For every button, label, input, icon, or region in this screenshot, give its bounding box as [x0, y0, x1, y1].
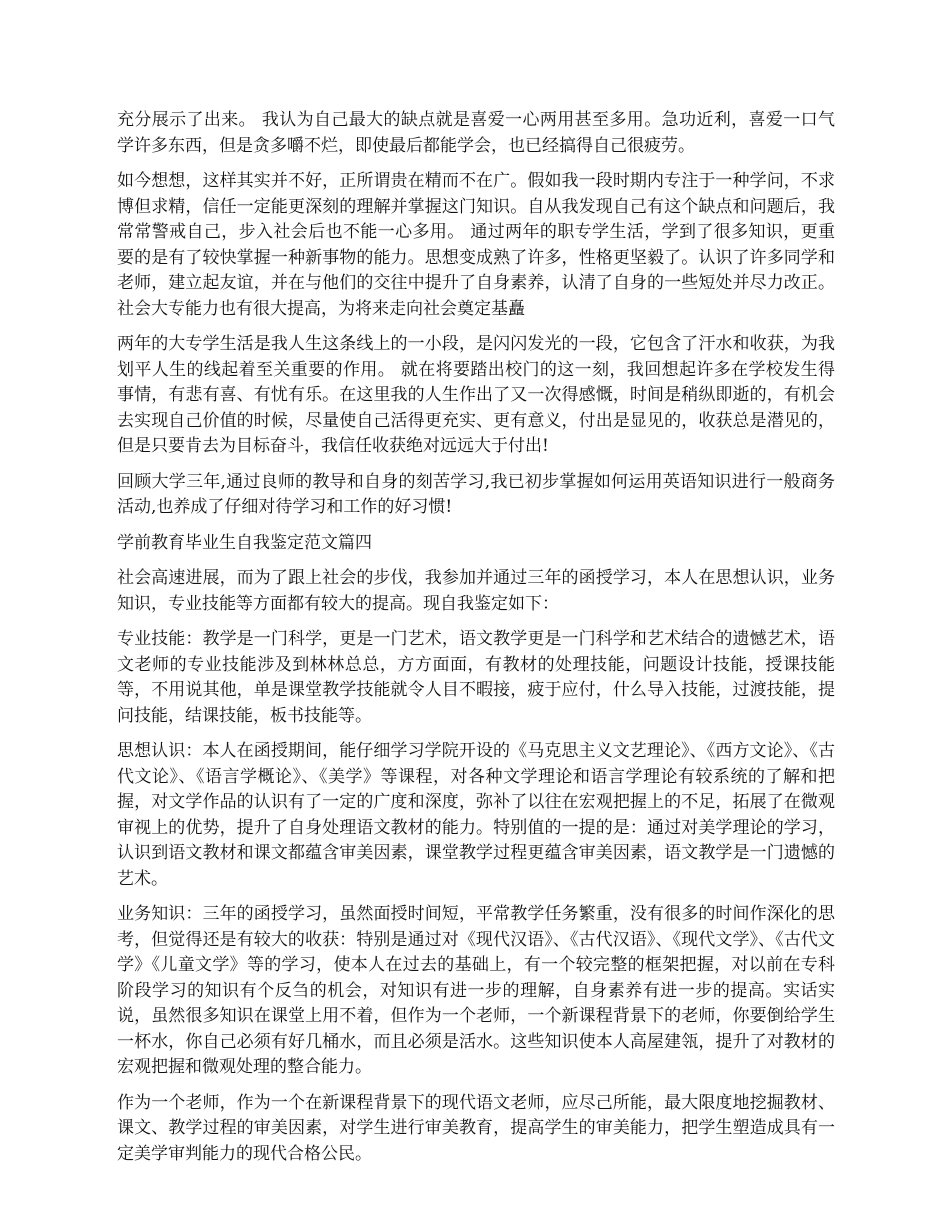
- paragraph: 社会高速进展，而为了跟上社会的步伐，我参加并通过三年的函授学习，本人在思想认识，业务知识，专业技能等方面都有较大的提高。现自我鉴定如下：: [117, 568, 835, 614]
- paragraph: 两年的大专学生活是我人生这条线上的一小段，是闪闪发光的一段，它包含了汗水和收获，为我划平人生的线起着至关重要的作用。 就在将要踏出校门的这一刻，我回想起许多在学校发生得事情，有悲有喜、有忧有乐。在这里我的人生作出了又一次得感慨，时间是稍纵即逝的，有机会去实现自己价值的时候，尽量使自己活得更充实、更有意义，付出是显见的，收获总是潜见的，但是只要肯去为目标奋斗，我信任收获绝对远远大于付出!: [117, 334, 835, 456]
- paragraph: 充分展示了出来。 我认为自己最大的缺点就是喜爱一心两用甚至多用。急功近利，喜爱一口气学许多东西，但是贪多嚼不烂，即使最后都能学会，也已经搞得自己很疲劳。: [117, 110, 835, 156]
- document-body: [117, 108, 835, 1177]
- paragraph: 回顾大学三年,通过良师的教导和自身的刻苦学习,我已初步掌握如何运用英语知识进行一般商务活动,也养成了仔细对待学习和工作的好习惯!: [117, 471, 835, 517]
- paragraph: 专业技能：教学是一门科学，更是一门艺术，语文教学更是一门科学和艺术结合的遗憾艺术，语文老师的专业技能涉及到林林总总，方方面面，有教材的处理技能，问题设计技能，授课技能等，不用说其他，单是课堂教学技能就令人目不暇接，疲于应付，什么导入技能，过渡技能，提问技能，结课技能，板书技能等。: [117, 629, 835, 726]
- paragraph: 作为一个老师，作为一个在新课程背景下的现代语文老师，应尽己所能，最大限度地挖掘教材、课文、教学过程的审美因素，对学生进行审美教育，提高学生的审美能力，把学生塑造成具有一定美学审判能力的现代合格公民。: [117, 1092, 835, 1164]
- section-heading: 学前教育毕业生自我鉴定范文篇四: [117, 532, 372, 553]
- paragraph: 如今想想，这样其实并不好，正所谓贵在精而不在广。假如我一段时期内专注于一种学问，不求博但求精，信任一定能更深刻的理解并掌握这门知识。自从我发现自己有这个缺点和问题后，我常常警戒自己，步入社会后也不能一心多用。 通过两年的职专学生活，学到了很多知识，更重要的是有了较快掌握一种新事物的能力。思想变成熟了许多，性格更坚毅了。认识了许多同学和老师，建立起友谊，并在与他们的交往中提升了自身素养，认清了自身的一些短处并尽力改正。社会大专能力也有很大提高，为将来走向社会奠定基矗: [117, 171, 835, 319]
- paragraph: 思想认识：本人在函授期间，能仔细学习学院开设的《马克思主义文艺理论》、《西方文论》、《古代文论》、《语言学概论》、《美学》等课程，对各种文学理论和语言学理论有较系统的了解和把握，对文学作品的认识有了一定的广度和深度，弥补了以往在宏观把握上的不足，拓展了在微观审视上的优势，提升了自身处理语文教材的能力。特别值的一提的是：通过对美学理论的学习，认识到语文教材和课文都蕴含审美因素，课堂教学过程更蕴含审美因素，语文教学是一门遗憾的艺术。: [117, 741, 835, 889]
- paragraph: 业务知识：三年的函授学习，虽然面授时间短，平常教学任务繁重，没有很多的时间作深化的思考，但觉得还是有较大的收获：特别是通过对《现代汉语》、《古代汉语》、《现代文学》、《古代文学》《儿童文学》等的学习，使本人在过去的基础上，有一个较完整的框架把握，对以前在专科阶段学习的知识有个反刍的机会，对知识有进一步的理解，自身素养有进一步的提高。实话实说，虽然很多知识在课堂上用不着，但作为一个老师，一个新课程背景下的老师，你要倒给学生一杯水，你自己必须有好几桶水，而且必须是活水。这些知识使本人高屋建瓴，提升了对教材的宏观把握和微观处理的整合能力。: [117, 904, 835, 1077]
